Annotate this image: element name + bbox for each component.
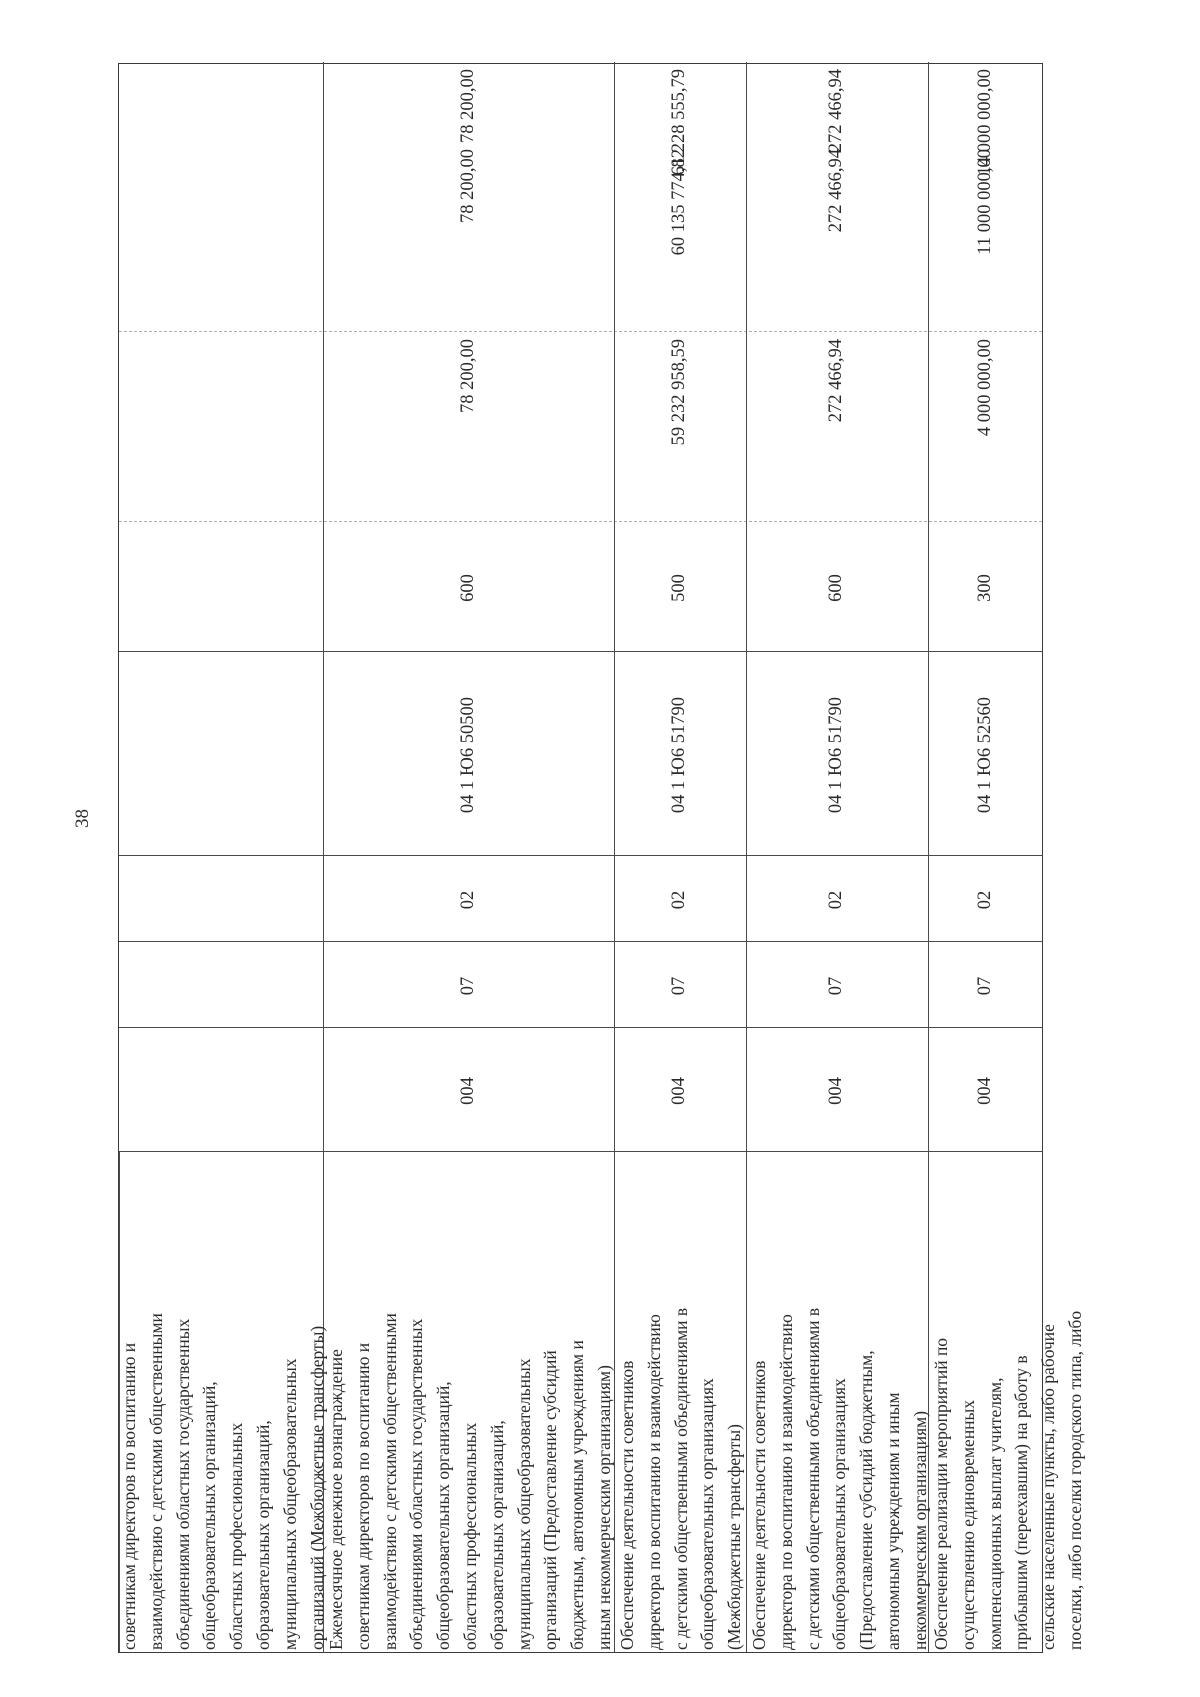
row-description: Обеспечение деятельности советников директора по воспитанию и взаимодействию с детскими общественными объединениями в общеобразовательных организациях (Межбюджетные трансферты) (617, 1307, 745, 1650)
cell-sum-1: 78 200,00 (457, 339, 478, 413)
cell-subsection: 02 (669, 890, 689, 910)
cell-sum-1: 272 466,94 (826, 339, 846, 423)
cell-sum-2: 60 135 774,82 (669, 149, 689, 256)
cell-target: 04 1 Ю6 51790 (669, 696, 689, 814)
description-column (118, 1153, 1085, 1653)
cell-section: 07 (826, 976, 846, 996)
cell-type: 300 (975, 574, 995, 602)
cell-target: 04 1 Ю6 52560 (975, 696, 995, 814)
cell-sum-1: 4 000 000,00 (975, 339, 995, 437)
cell-type: 600 (457, 574, 478, 602)
cell-sum-1: 59 232 958,59 (669, 339, 689, 446)
cell-target: 04 1 Ю6 50500 (457, 696, 478, 814)
cell-section: 07 (975, 976, 995, 996)
row-description: Обеспечение реализации мероприятий по осуществлению единовременных компенсационных выплат учителям, прибывшим (переехавшим) на работу в сельские населенные пункты, либо рабочие поселки, либо поселки городского типа, либо (931, 1310, 1085, 1650)
cell-subsection: 02 (975, 890, 995, 910)
cell-type: 600 (826, 574, 846, 602)
cell-sum-2: 272 466,94 (826, 149, 846, 233)
row-description: Ежемесячное денежное вознаграждение советникам директоров по воспитанию и взаимодействию с детскими общественными объединениями областных государственных общеобразовательных организаций, областных профессиональных образовательных организаций, муниципальных общеобразовательных организаций (Предоставление субсидий бюджетным, автономным учреждениям и иным некоммерческим организациям) (326, 1313, 614, 1650)
cell-sum-3: 14 000 000,00 (975, 69, 995, 176)
cell-section: 07 (669, 976, 689, 996)
row-description: советникам директоров по воспитанию и взаимодействию с детскими общественными объединениями областных государственных общеобразовательных организаций, областных профессиональных образовательных организаций, муниципальных общеобразовательных организаций (Межбюджетные трансферты) (119, 1313, 327, 1650)
row-description: Обеспечение деятельности советников директора по воспитанию и взаимодействию с детскими общественными объединениями в общеобразовательных организациях (Предоставление субсидий бюджетным, автономным учреждениям и иным некоммерческим организациям) (749, 1307, 930, 1650)
cell-subsection: 02 (826, 890, 846, 910)
cell-sum-3: 272 466,94 (826, 69, 846, 153)
cell-sum-2: 11 000 000,00 (975, 149, 995, 255)
cell-ministry: 004 (669, 1077, 689, 1105)
cell-sum-3: 78 200,00 (457, 69, 478, 143)
cell-sum-3: 61 228 555,79 (669, 69, 689, 176)
cell-section: 07 (457, 976, 478, 996)
cell-ministry: 004 (826, 1077, 846, 1105)
budget-table (118, 63, 1085, 1653)
page-number: 38 (72, 809, 93, 828)
cell-subsection: 02 (457, 890, 478, 910)
cell-type: 500 (669, 574, 689, 602)
cell-ministry: 004 (457, 1077, 478, 1105)
cell-target: 04 1 Ю6 51790 (826, 696, 846, 814)
cell-ministry: 004 (975, 1077, 995, 1105)
cell-sum-2: 78 200,00 (457, 149, 478, 223)
